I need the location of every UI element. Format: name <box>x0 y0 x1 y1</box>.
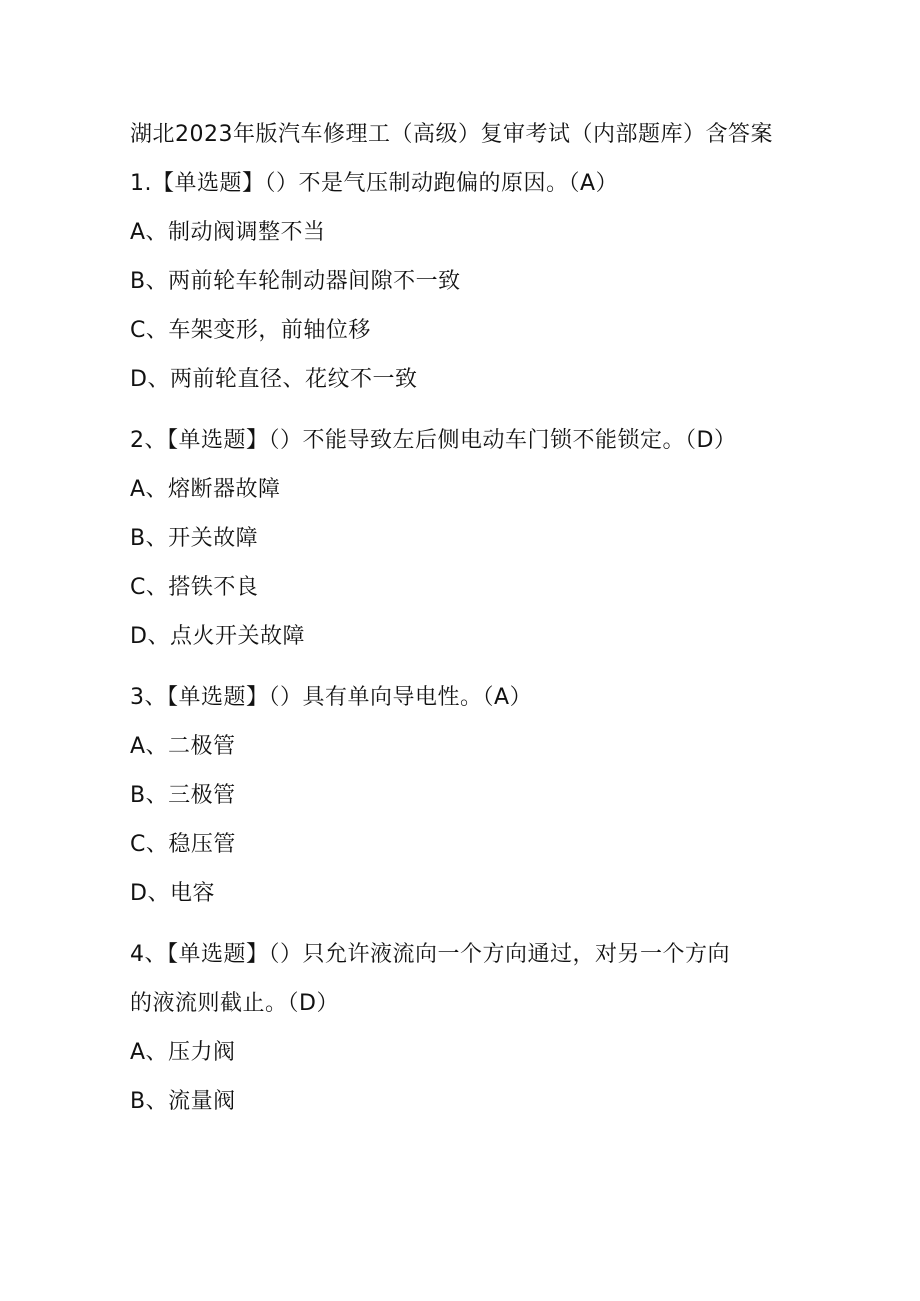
question-number: 3、 <box>130 685 167 710</box>
option-c: C、车架变形，前轴位移 <box>130 318 371 343</box>
question-type: 【单选题】 <box>167 942 269 967</box>
option-b: B、开关故障 <box>130 526 259 551</box>
option-d: D、点火开关故障 <box>130 624 305 649</box>
option-b: B、流量阀 <box>130 1089 236 1114</box>
question-text: （）具有单向导电性。（A） <box>268 685 533 710</box>
document-title: 湖北2023年版汽车修理工（高级）复审考试（内部题库）含答案 <box>130 122 773 147</box>
question-stem <box>130 159 780 208</box>
option-d: D、电容 <box>130 881 215 906</box>
question-4 <box>130 930 780 1126</box>
question-3 <box>130 673 780 918</box>
question-text: （）不是气压制动跑偏的原因。（A） <box>264 171 619 196</box>
question-text: （）不能导致左后侧电动车门锁不能锁定。（D） <box>268 428 737 453</box>
question-stem <box>130 673 780 722</box>
option-b: B、两前轮车轮制动器间隙不一致 <box>130 269 461 294</box>
option-a: A、熔断器故障 <box>130 477 281 502</box>
option-a: A、制动阀调整不当 <box>130 220 326 245</box>
question-text: （）只允许液流向一个方向通过，对另一个方向 <box>268 942 731 967</box>
question-stem <box>130 930 780 979</box>
question-number: 2、 <box>130 428 167 453</box>
question-number: 4、 <box>130 942 167 967</box>
option-c: C、搭铁不良 <box>130 575 259 600</box>
question-type: 【单选题】 <box>167 428 269 453</box>
question-1 <box>130 159 780 404</box>
question-number: 1. <box>130 171 152 196</box>
question-type: 【单选题】 <box>167 685 269 710</box>
question-stem <box>130 416 780 465</box>
question-spacer <box>130 404 780 416</box>
question-spacer <box>130 918 780 930</box>
option-b: B、三极管 <box>130 783 236 808</box>
question-spacer <box>130 661 780 673</box>
question-type: 【单选题】 <box>152 171 265 196</box>
option-c: C、稳压管 <box>130 832 236 857</box>
option-a: A、二极管 <box>130 734 236 759</box>
question-2 <box>130 416 780 661</box>
question-text-continued: 的液流则截止。（D） <box>130 991 339 1016</box>
option-a: A、压力阀 <box>130 1040 236 1065</box>
document-page <box>130 110 780 1126</box>
option-d: D、两前轮直径、花纹不一致 <box>130 367 418 392</box>
